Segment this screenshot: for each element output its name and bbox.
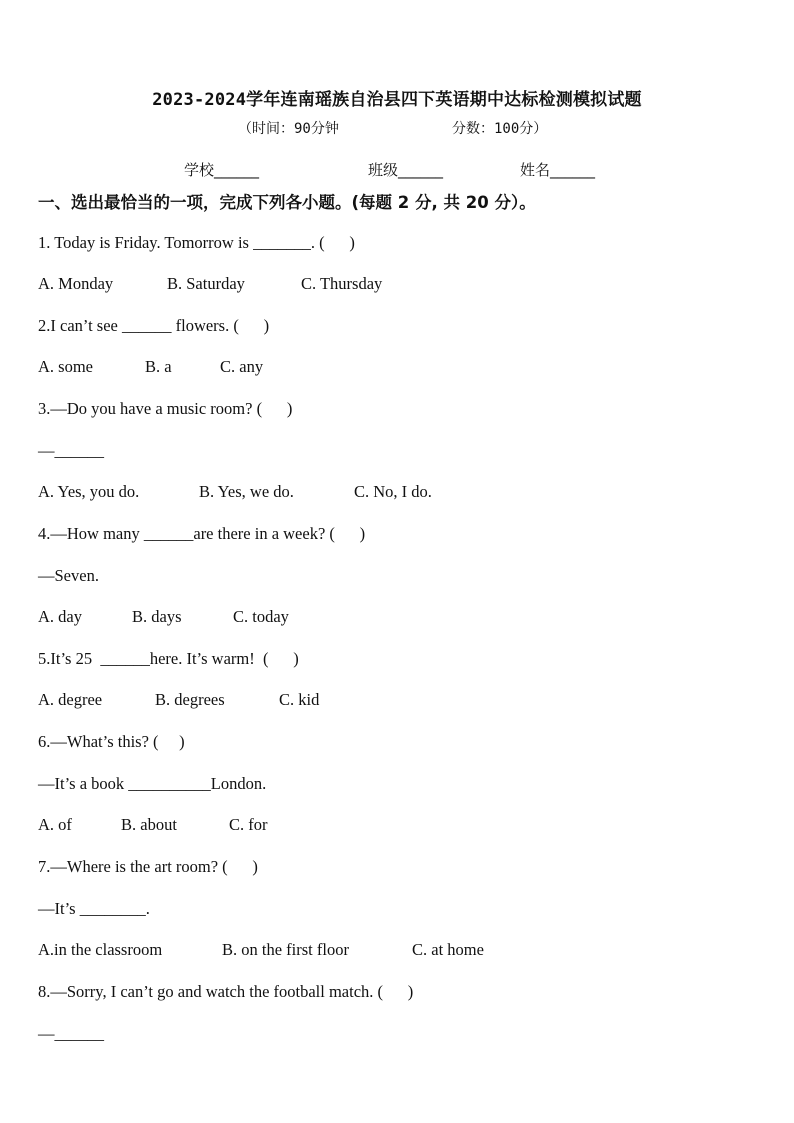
option-a: A. some — [38, 357, 93, 376]
option-b: B. about — [121, 815, 177, 834]
question-stem: 5.It’s 25 ______here. It’s warm! ( ) — [38, 649, 299, 668]
name-field: 姓名______ — [520, 161, 596, 179]
answer-line: —Seven. — [38, 566, 99, 585]
option-a: A. Monday — [38, 274, 114, 293]
answer-line: —It’s a book __________London. — [38, 774, 267, 793]
school-field: 学校______ — [184, 161, 260, 179]
option-c: C. for — [229, 815, 268, 834]
option-c: C. any — [220, 357, 264, 376]
option-b: B. on the first floor — [222, 940, 349, 959]
exam-time: （时间：90分钟 — [238, 121, 339, 137]
option-a: A. of — [38, 815, 72, 834]
option-b: B. days — [132, 607, 182, 626]
option-a: A. Yes, you do. — [38, 482, 140, 501]
question-stem: 1. Today is Friday. Tomorrow is _______. ( ) — [38, 233, 355, 252]
question-stem: 8.—Sorry, I can’t go and watch the football match. ( ) — [38, 982, 414, 1001]
option-c: C. No, I do. — [354, 482, 432, 501]
answer-line: —______ — [38, 441, 104, 460]
question-stem: 4.—How many ______are there in a week? ( ) — [38, 524, 366, 543]
option-a: A. degree — [38, 690, 103, 709]
option-b: B. Saturday — [167, 274, 245, 293]
question-stem: 3.—Do you have a music room? ( ) — [38, 399, 293, 418]
option-c: C. today — [233, 607, 289, 626]
option-b: B. degrees — [155, 690, 225, 709]
answer-line: —It’s ________. — [38, 899, 150, 918]
option-b: B. a — [145, 357, 172, 376]
option-a: A.in the classroom — [38, 940, 163, 959]
option-a: A. day — [38, 607, 82, 626]
option-c: C. kid — [279, 690, 320, 709]
option-c: C. Thursday — [301, 274, 383, 293]
question-stem: 2.I can’t see ______ flowers. ( ) — [38, 316, 270, 335]
option-c: C. at home — [412, 940, 484, 959]
option-b: B. Yes, we do. — [199, 482, 294, 501]
exam-title: 2023-2024学年连南瑶族自治县四下英语期中达标检测模拟试题 — [152, 90, 642, 110]
section-heading: 一、选出最恰当的一项，完成下列各小题。(每题 2 分, 共 20 分）。 — [38, 193, 536, 212]
class-field: 班级______ — [368, 161, 444, 179]
question-stem: 7.—Where is the art room? ( ) — [38, 857, 258, 876]
question-stem: 6.—What’s this? ( ) — [38, 732, 185, 751]
exam-score: 分数：100分） — [452, 121, 548, 137]
answer-line: —______ — [38, 1024, 104, 1043]
